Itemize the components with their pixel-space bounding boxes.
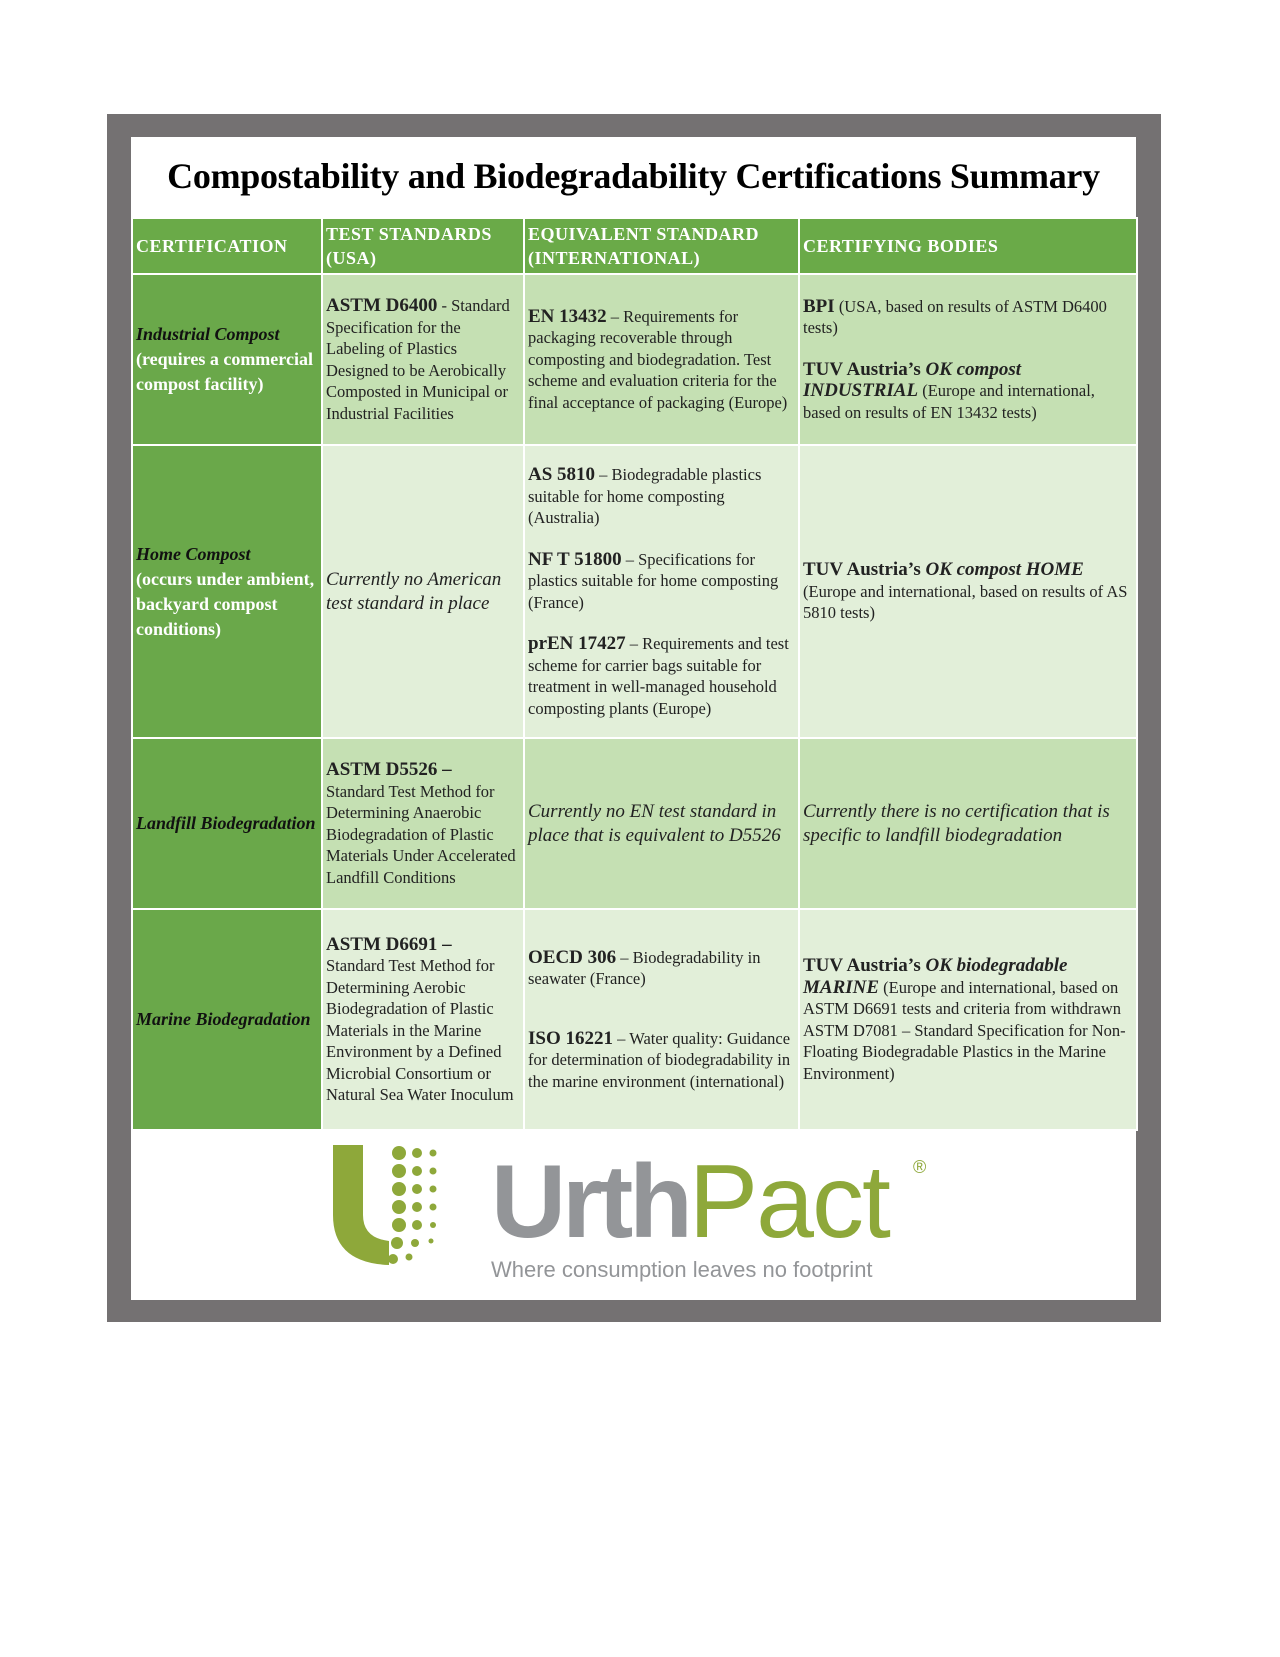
body-program: OK compost INDUSTRIAL	[803, 358, 1021, 402]
cert-cell	[132, 909, 322, 1130]
standard-desc: – Biodegradability in seawater (France)	[528, 947, 761, 989]
standard-desc: – Water quality: Guidance for determination of biodegradability in the marine environment (international)	[528, 1028, 791, 1091]
no-standard-note: Currently no EN test standard in place that is equivalent to D5526	[528, 800, 781, 846]
no-standard-note: Currently no American test standard in place	[326, 568, 502, 614]
standard-code: ASTM D6400	[326, 295, 438, 316]
body-name: BPI	[803, 295, 835, 317]
standard-code: prEN 17427	[528, 633, 626, 654]
body-program: OK biodegradable MARINE	[803, 955, 1068, 998]
table-header-row	[132, 218, 1137, 274]
page-title: Compostability and Biodegradability Certifications Summary	[167, 156, 1100, 196]
body-desc: (Europe and international, based on results of AS 5810 tests)	[803, 581, 1128, 623]
body-name: TUV Austria’s	[803, 955, 926, 976]
cert-title: Marine Biodegradation	[136, 1009, 311, 1029]
standard-desc: - Standard Specification for the Labeling of Plastics Designed to be Aerobically Composted in Municipal or Industrial Facilities	[326, 296, 510, 423]
standard-code: ISO 16221	[528, 1027, 613, 1049]
cert-cell	[132, 738, 322, 909]
urthpact-u-mark-icon	[331, 1143, 456, 1268]
table-row-marine	[132, 909, 1137, 1130]
standard-desc: Standard Test Method for Determining Anaerobic Biodegradation of Plastic Materials Under Accelerated Landfill Conditions	[326, 781, 516, 887]
standard-code: AS 5810	[528, 464, 596, 485]
standard-desc: – Specifications for plastics suitable for home composting (France)	[528, 549, 779, 612]
standard-code: OECD 306	[528, 946, 617, 968]
cert-cell	[132, 445, 322, 738]
standard-desc: Standard Test Method for Determining Aerobic Biodegradation of Plastic Materials in the Marine Environment by a Defined Microbial Consortium or Natural Sea Water Inoculum	[326, 956, 514, 1104]
standard-code: ASTM D5526 –	[326, 759, 452, 780]
standard-code: NF T 51800	[528, 548, 622, 570]
usa-cell	[322, 738, 524, 909]
intl-cell	[524, 274, 799, 445]
body-name: TUV Austria’s	[803, 358, 926, 380]
brand-wordmark	[491, 1144, 889, 1260]
bodies-cell	[799, 445, 1137, 738]
table-row-landfill	[132, 738, 1137, 909]
intl-cell	[524, 445, 799, 738]
body-name: TUV Austria’s	[803, 559, 926, 581]
standard-code: EN 13432	[528, 305, 607, 327]
intl-cell	[524, 738, 799, 909]
cert-note: (requires a commercial compost facility)	[136, 349, 313, 394]
urthpact-logo	[131, 1127, 1136, 1300]
cert-title: Home Compost	[136, 543, 251, 564]
table-row-industrial	[132, 274, 1137, 445]
header-equivalent-standard: EQUIVALENT STANDARD (INTERNATIONAL)	[524, 218, 799, 274]
table-row-home	[132, 445, 1137, 738]
bodies-cell	[799, 274, 1137, 445]
cert-cell	[132, 274, 322, 445]
standard-desc: – Requirements and test scheme for carrier bags suitable for treatment in well-managed household composting plants (Europe)	[528, 634, 789, 718]
brand-tagline: Where consumption leaves no footprint	[491, 1257, 873, 1282]
bodies-cell	[799, 909, 1137, 1130]
brand-pact: Pact	[688, 1144, 889, 1260]
body-program: OK compost HOME	[925, 559, 1084, 581]
bodies-cell	[799, 738, 1137, 909]
page-frame	[107, 114, 1161, 1322]
body-desc: (Europe and international, based on results of EN 13432 tests)	[803, 381, 1095, 422]
body-desc: (Europe and international, based on ASTM D6691 tests and criteria from withdrawn ASTM D7081 – Standard Specification for Non-Floating Biodegradable Plastics in the Marine Environment)	[803, 977, 1126, 1083]
summary-sheet	[131, 137, 1136, 1300]
certifications-table	[131, 217, 1138, 1131]
header-test-standards: TEST STANDARDS (USA)	[322, 218, 524, 274]
cert-note: (occurs under ambient, backyard compost conditions)	[136, 568, 315, 639]
brand-urth: Urth	[491, 1144, 689, 1260]
no-certification-note: Currently there is no certification that is specific to landfill biodegradation	[803, 800, 1110, 846]
standard-desc: – Requirements for packaging recoverable through composting and biodegradation. Test scheme and evaluation criteria for the final acceptance of packaging (Europe)	[528, 306, 788, 412]
standard-desc: – Biodegradable plastics suitable for home composting (Australia)	[528, 465, 762, 527]
standard-code: ASTM D6691 –	[326, 933, 452, 955]
usa-cell	[322, 909, 524, 1130]
cert-title: Landfill Biodegradation	[136, 813, 316, 833]
header-certification: CERTIFICATION	[132, 218, 322, 274]
usa-cell	[322, 445, 524, 738]
body-desc: (USA, based on results of ASTM D6400 tests)	[803, 296, 1107, 338]
usa-cell	[322, 274, 524, 445]
intl-cell	[524, 909, 799, 1130]
header-certifying-bodies: CERTIFYING BODIES	[799, 218, 1137, 274]
registered-mark: ®	[913, 1157, 927, 1177]
cert-title: Industrial Compost	[136, 324, 280, 344]
